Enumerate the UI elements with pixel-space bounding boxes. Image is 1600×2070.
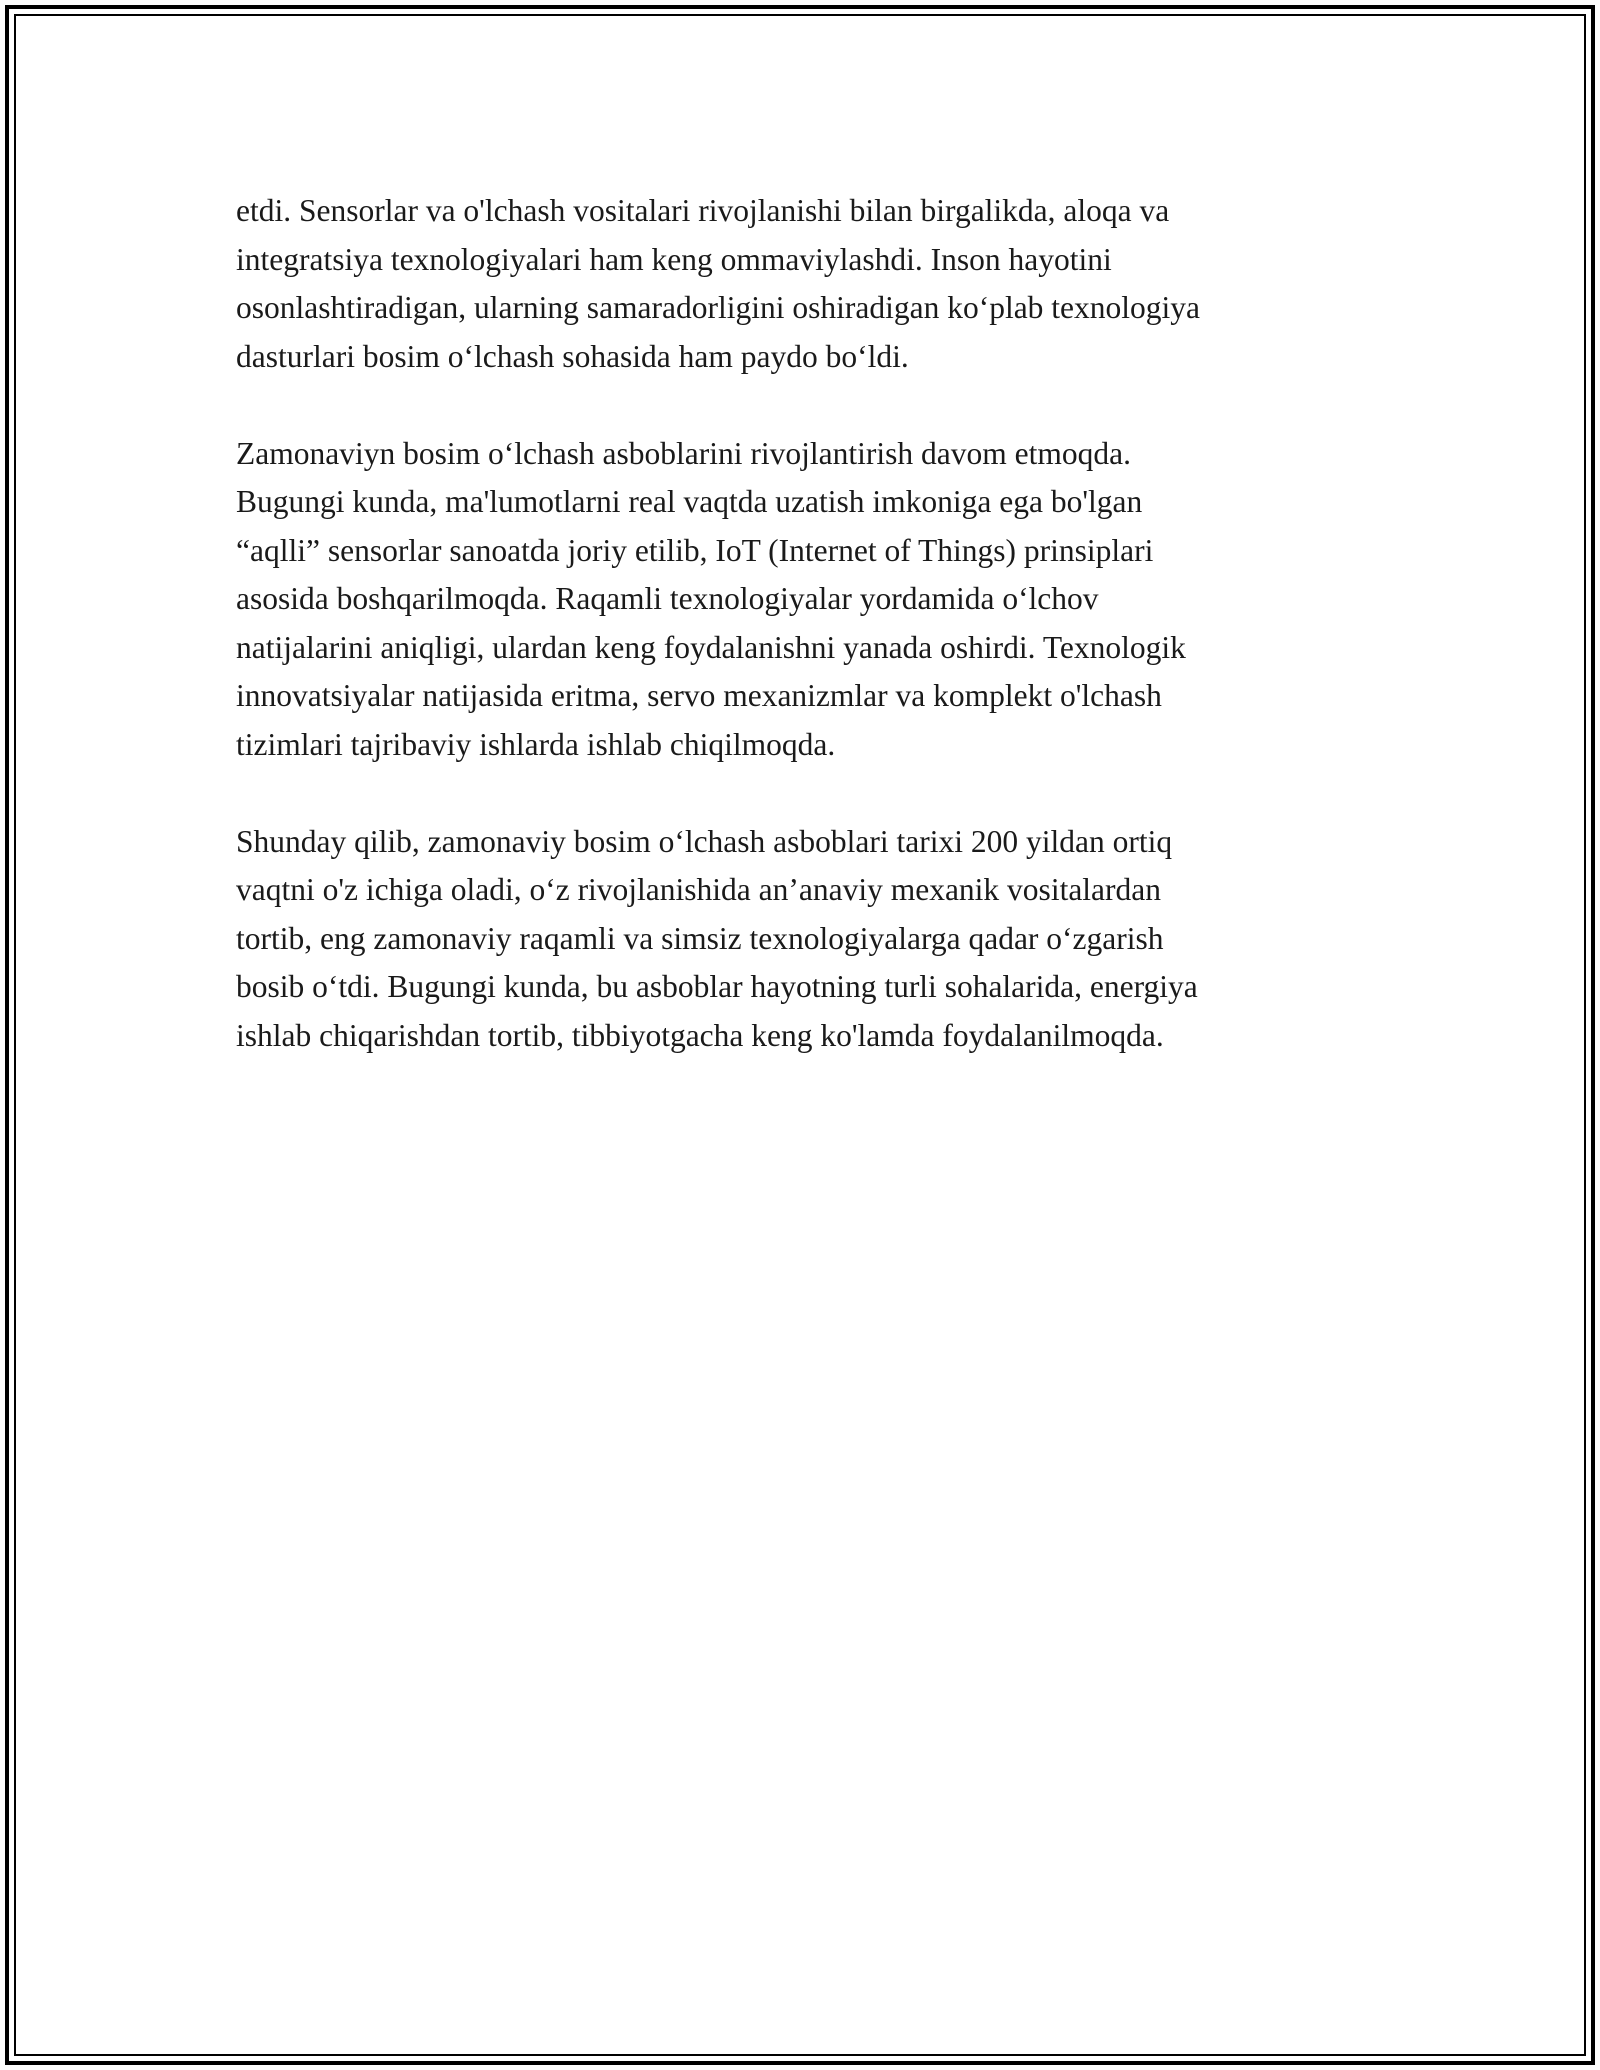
paragraph-line: Zamonaviyn bosim oʻlchash asboblarini rivojlantirish davom etmoqda.	[236, 435, 1131, 471]
paragraph-line: innovatsiyalar natijasida eritma, servo mexanizmlar va komplekt o'lchash	[236, 678, 1162, 713]
paragraph-3	[236, 818, 1376, 1061]
paragraph-line: integratsiya texnologiyalari ham keng ommaviylashdi. Inson hayotini	[236, 241, 1112, 277]
paragraph-line: vaqtni o'z ichiga oladi, oʻz rivojlanishida an’anaviy mexanik vositalardan	[236, 872, 1162, 907]
paragraph-line: ishlab chiqarishdan tortib, tibbiyotgacha keng ko'lamda foydalanilmoqda.	[236, 1017, 1164, 1053]
paragraph-line: Bugungi kunda, ma'lumotlarni real vaqtda uzatish imkoniga ega bo'lgan	[236, 484, 1143, 519]
paragraph-line: etdi. Sensorlar va o'lchash vositalari rivojlanishi bilan birgalikda, aloqa va	[236, 193, 1170, 228]
paragraph-line: “aqlli” sensorlar sanoatda joriy etilib, IoT (Internet of Things) prinsiplari	[236, 532, 1154, 568]
paragraph-line: Shunday qilib, zamonaviy bosim oʻlchash asboblari tarixi 200 yildan ortiq	[236, 823, 1173, 859]
paragraph-1	[236, 187, 1376, 381]
document-body	[236, 187, 1376, 1109]
paragraph-line: tizimlari tajribaviy ishlarda ishlab chiqilmoqda.	[236, 726, 836, 762]
paragraph-line: asosida boshqarilmoqda. Raqamli texnologiyalar yordamida oʻlchov	[236, 581, 1099, 616]
paragraph-line: dasturlari bosim oʻlchash sohasida ham paydo boʻldi.	[236, 338, 909, 374]
paragraph-2	[236, 430, 1376, 770]
paragraph-line: natijalarini aniqligi, ulardan keng foydalanishni yanada oshirdi. Texnologik	[236, 629, 1186, 665]
paragraph-line: osonlashtiradigan, ularning samaradorligini oshiradigan koʻplab texnologiya	[236, 290, 1201, 325]
paragraph-line: tortib, eng zamonaviy raqamli va simsiz texnologiyalarga qadar oʻzgarish	[236, 920, 1164, 956]
paragraph-line: bosib oʻtdi. Bugungi kunda, bu asboblar hayotning turli sohalarida, energiya	[236, 969, 1198, 1004]
